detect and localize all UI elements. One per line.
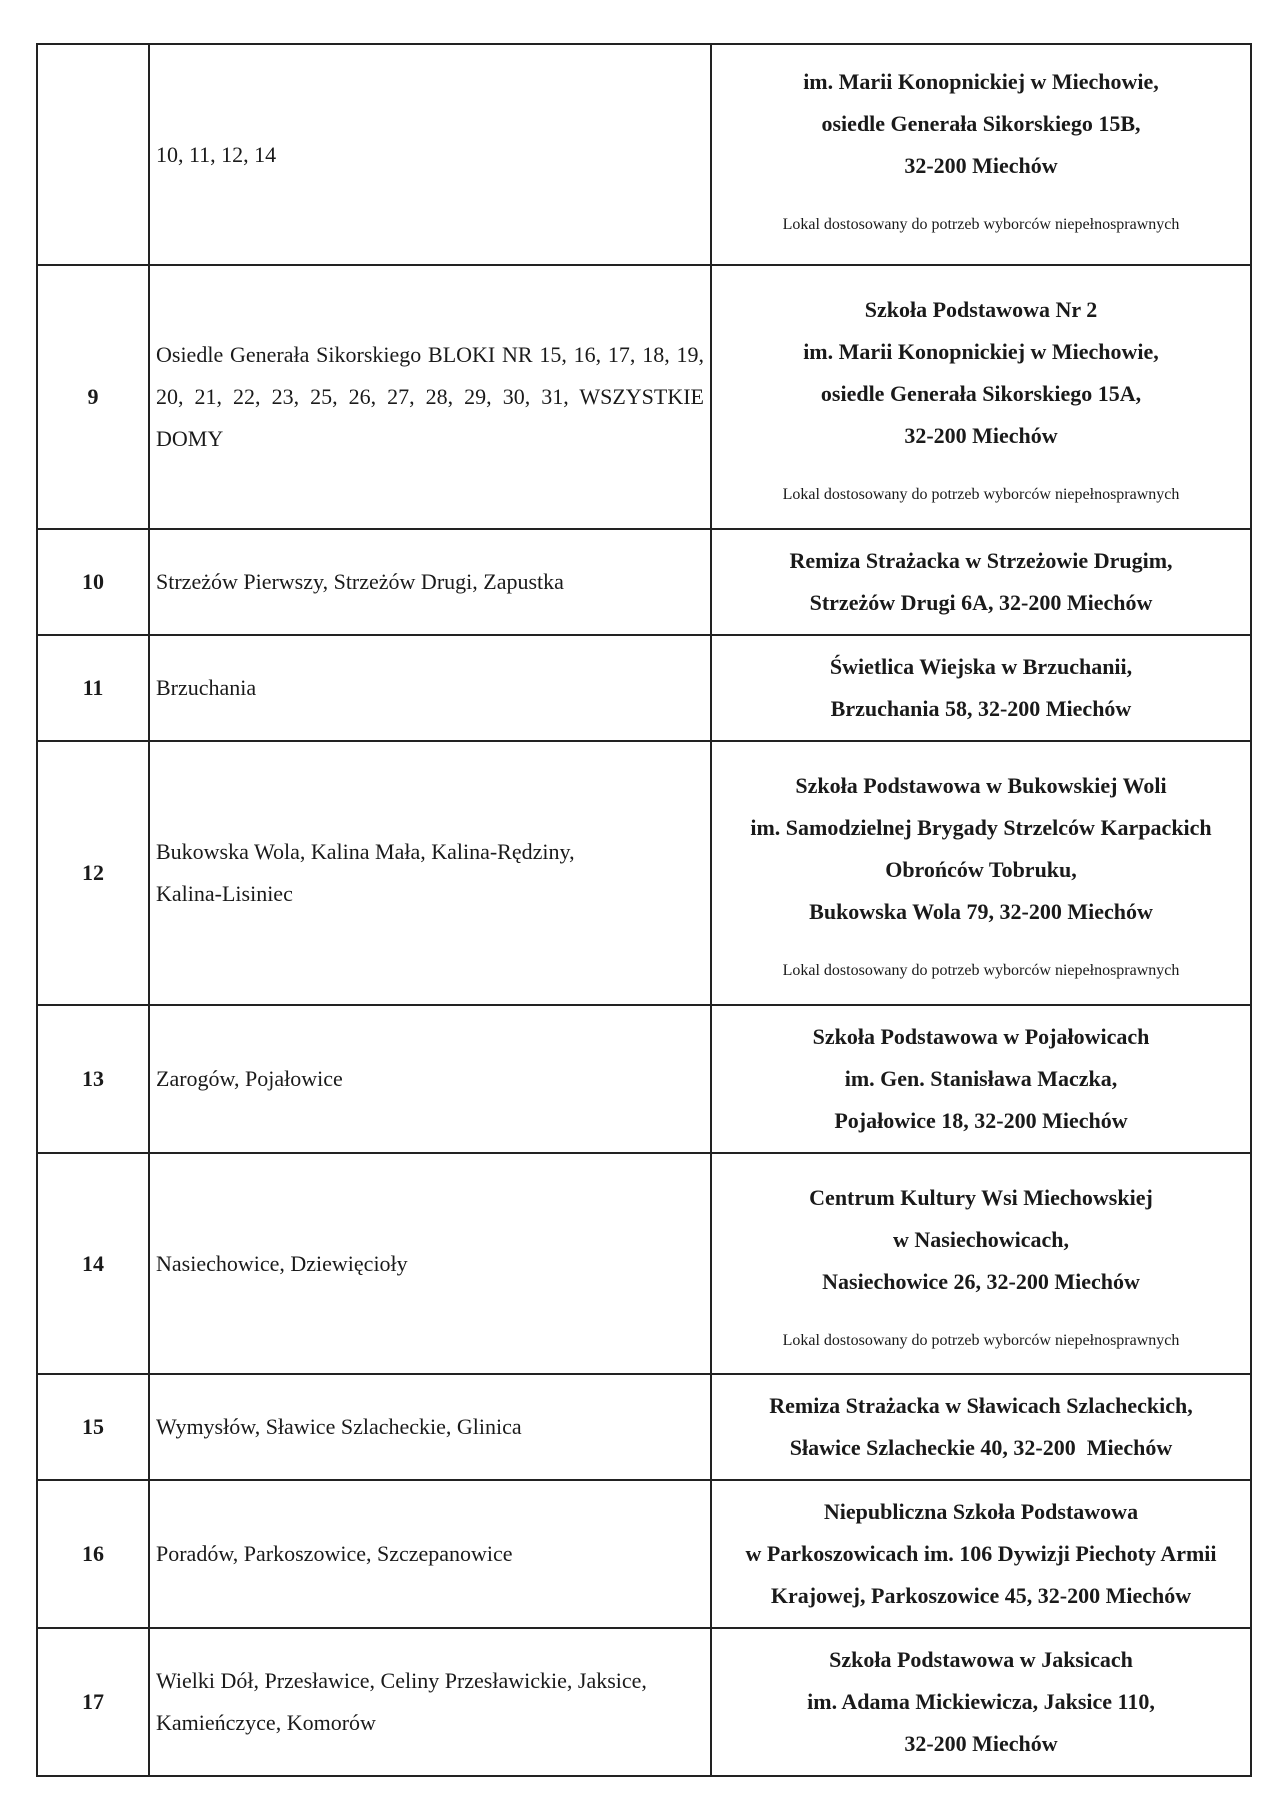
- area-line: 10, 11, 12, 14: [156, 141, 277, 167]
- table-row: [37, 529, 1251, 635]
- location-line: Niepubliczna Szkoła Podstawowa: [823, 1499, 1139, 1524]
- polling-location: [711, 741, 1251, 1005]
- location-line: Remiza Strażacka w Strzeżowie Drugim,: [789, 548, 1173, 573]
- location-line: Strzeżów Drugi 6A, 32-200 Miechów: [809, 590, 1153, 615]
- district-area: [149, 1628, 711, 1776]
- polling-location: [711, 1153, 1251, 1374]
- accessibility-note: Lokal dostosowany do potrzeb wyborców niepełnosprawnych: [782, 1331, 1180, 1349]
- location-line: 32-200 Miechów: [904, 423, 1058, 448]
- location-line: 32-200 Miechów: [904, 1731, 1058, 1756]
- location-line: im. Marii Konopnickiej w Miechowie,: [803, 68, 1159, 94]
- location-line: 32-200 Miechów: [904, 152, 1058, 178]
- location-line: im. Adama Mickiewicza, Jaksice 110,: [807, 1689, 1155, 1714]
- location-line: w Parkoszowicach im. 106 Dywizji Piechoty Armii: [745, 1541, 1217, 1566]
- table-row: [37, 1374, 1251, 1480]
- area-line: Wielki Dół, Przesławice, Celiny Przesławickie, Jaksice,: [156, 1668, 647, 1693]
- location-line: im. Marii Konopnickiej w Miechowie,: [803, 339, 1159, 364]
- location-line: osiedle Generała Sikorskiego 15B,: [821, 110, 1141, 136]
- location-line: Remiza Strażacka w Sławicach Szlacheckich,: [769, 1393, 1193, 1418]
- district-area: Nasiechowice, Dziewięcioły: [149, 1153, 711, 1374]
- location-line: Szkoła Podstawowa w Jaksicach: [829, 1647, 1133, 1672]
- district-number: 14: [37, 1153, 149, 1374]
- table-row: [37, 1005, 1251, 1153]
- district-number: 9: [37, 265, 149, 529]
- polling-location: [711, 1480, 1251, 1628]
- district-number: 11: [37, 635, 149, 741]
- district-number: 10: [37, 529, 149, 635]
- location-line: Nasiechowice 26, 32-200 Miechów: [822, 1268, 1140, 1294]
- district-number: 16: [37, 1480, 149, 1628]
- district-number: [37, 44, 149, 265]
- district-number: 17: [37, 1628, 149, 1776]
- location-line: Centrum Kultury Wsi Miechowskiej: [809, 1184, 1153, 1210]
- location-line: Sławice Szlacheckie 40, 32-200 Miechów: [789, 1435, 1173, 1460]
- table-row: [37, 635, 1251, 741]
- table-row: [37, 1480, 1251, 1628]
- polling-location: [711, 1628, 1251, 1776]
- district-area: Zarogów, Pojałowice: [149, 1005, 711, 1153]
- accessibility-note: Lokal dostosowany do potrzeb wyborców niepełnosprawnych: [782, 215, 1180, 233]
- polling-location: [711, 529, 1251, 635]
- location-line: im. Gen. Stanisława Maczka,: [844, 1066, 1118, 1091]
- area-line: Bukowska Wola, Kalina Mała, Kalina-Rędziny,: [156, 839, 575, 864]
- district-area: Osiedle Generała Sikorskiego BLOKI NR 15, 16, 17, 18, 19, 20, 21, 22, 23, 25, 26, 27, 28, 29, 30, 31, WSZYSTKIE DOMY: [149, 265, 711, 529]
- location-line: Krajowej, Parkoszowice 45, 32-200 Miechów: [770, 1583, 1192, 1608]
- location-line: Świetlica Wiejska w Brzuchanii,: [829, 654, 1133, 679]
- district-number: 15: [37, 1374, 149, 1480]
- accessibility-note: Lokal dostosowany do potrzeb wyborców niepełnosprawnych: [782, 962, 1180, 979]
- area-line: Kalina-Lisiniec: [156, 881, 293, 906]
- table-row: [37, 1628, 1251, 1776]
- polling-districts-table: [36, 43, 1252, 1777]
- polling-location: [711, 265, 1251, 529]
- polling-location: [711, 44, 1251, 265]
- location-line: w Nasiechowicach,: [893, 1226, 1069, 1252]
- location-line: Szkoła Podstawowa Nr 2: [864, 297, 1098, 322]
- table-row: [37, 741, 1251, 1005]
- district-area: Wymysłów, Sławice Szlacheckie, Glinica: [149, 1374, 711, 1480]
- district-number: 12: [37, 741, 149, 1005]
- table-row: [37, 44, 1251, 265]
- accessibility-note: Lokal dostosowany do potrzeb wyborców niepełnosprawnych: [782, 486, 1180, 503]
- location-line: Brzuchania 58, 32-200 Miechów: [830, 696, 1132, 721]
- location-line: Szkoła Podstawowa w Bukowskiej Woli: [795, 773, 1167, 798]
- area-line: Kamieńczyce, Komorów: [156, 1710, 376, 1735]
- location-line: im. Samodzielnej Brygady Strzelców Karpackich: [750, 815, 1212, 840]
- location-line: Bukowska Wola 79, 32-200 Miechów: [809, 899, 1153, 924]
- location-line: Pojałowice 18, 32-200 Miechów: [834, 1108, 1128, 1133]
- district-area: [149, 44, 711, 265]
- polling-location: [711, 1005, 1251, 1153]
- district-area: [149, 741, 711, 1005]
- location-line: Obrońców Tobruku,: [885, 857, 1077, 882]
- polling-location: [711, 1374, 1251, 1480]
- district-area: Poradów, Parkoszowice, Szczepanowice: [149, 1480, 711, 1628]
- location-line: osiedle Generała Sikorskiego 15A,: [820, 381, 1142, 406]
- district-area: Strzeżów Pierwszy, Strzeżów Drugi, Zapustka: [149, 529, 711, 635]
- district-area: Brzuchania: [149, 635, 711, 741]
- location-line: Szkoła Podstawowa w Pojałowicach: [812, 1024, 1150, 1049]
- table-row: [37, 1153, 1251, 1374]
- district-number: 13: [37, 1005, 149, 1153]
- polling-location: [711, 635, 1251, 741]
- table-row: [37, 265, 1251, 529]
